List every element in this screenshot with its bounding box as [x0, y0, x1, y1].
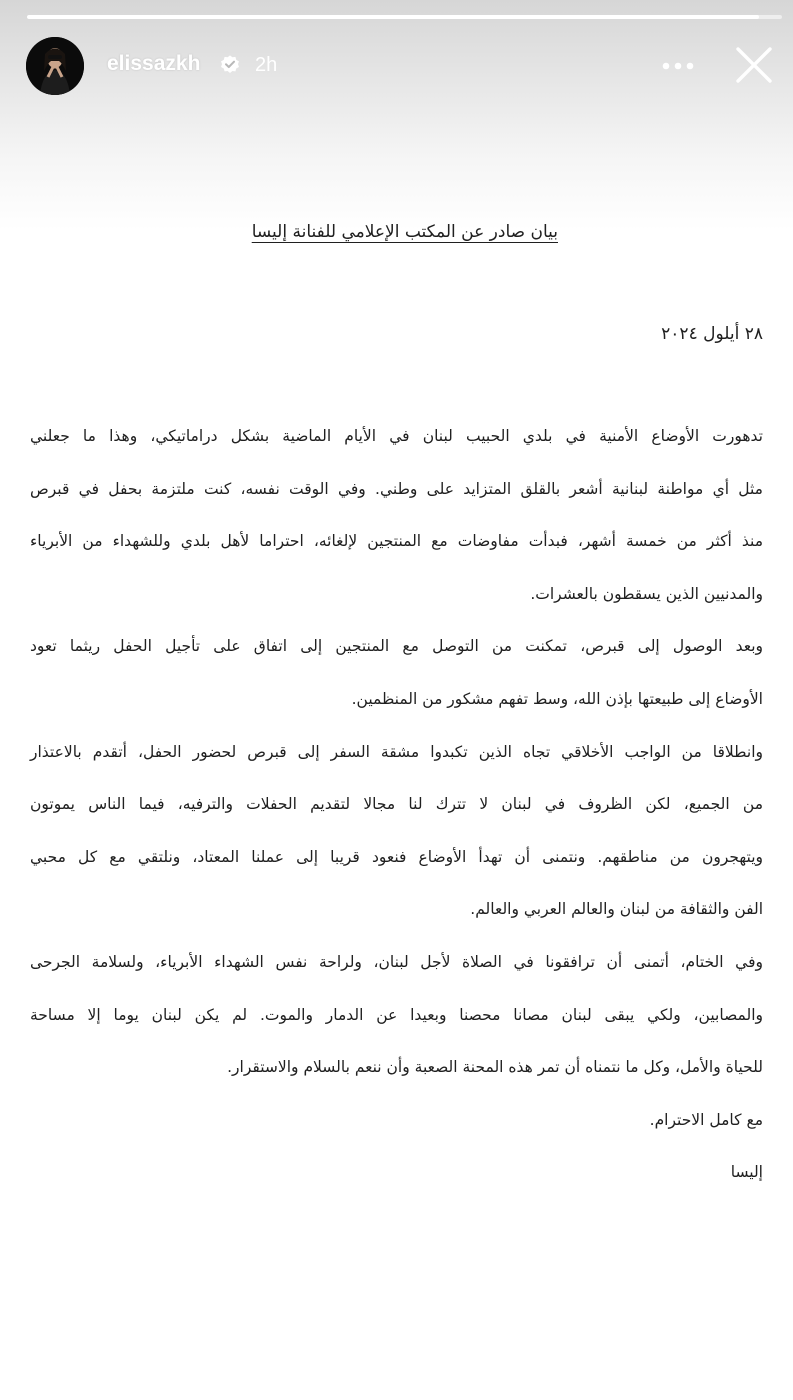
statement-title: بيان صادر عن المكتب الإعلامي للفنانة إليسا — [251, 222, 558, 242]
statement-line: للحياة والأمل، وكل ما نتمناه أن تمر هذه المحنة الصعبة وأن ننعم بالسلام والاستقرار. — [227, 1058, 763, 1077]
story-header — [0, 0, 793, 230]
story-username[interactable]: elissazkh — [107, 52, 201, 75]
statement-line: والمصابين، ولكي يبقى لبنان مصانا محصنا وبعيدا عن الدمار والموت. لم يكن لبنان يوما إلا مساحة — [30, 1005, 763, 1024]
profile-avatar[interactable] — [26, 37, 84, 95]
statement-line: وفي الختام، أتمنى أن ترافقونا في الصلاة لأجل لبنان، ولراحة نفس الشهداء الأبرياء، ولسلامة الجرحى — [30, 952, 763, 971]
statement-line: والمدنيين الذين يسقطون بالعشرات. — [530, 584, 763, 603]
statement-line: وانطلاقا من الواجب الأخلاقي تجاه الذين تكبدوا مشقة السفر إلى قبرص لحضور الحفل، أتقدم بالاعتذار — [30, 742, 763, 761]
story-time-ago: 2h — [255, 54, 278, 76]
statement-body — [30, 421, 763, 1210]
statement-line: وبعد الوصول إلى قبرص، تمكنت من التوصل مع المنتجين إلى اتفاق على تأجيل الحفل ريثما تعود — [30, 637, 763, 656]
avatar-image — [26, 37, 84, 95]
close-icon[interactable] — [733, 44, 775, 86]
story-progress-bar — [27, 15, 782, 19]
statement-line: مع كامل الاحترام. — [649, 1110, 763, 1129]
statement-line: إليسا — [730, 1163, 763, 1182]
statement-line: الفن والثقافة من لبنان والعالم العربي والعالم. — [470, 900, 763, 919]
story-progress-fill — [27, 15, 759, 19]
more-horizontal-icon[interactable] — [655, 52, 701, 80]
statement-line: ويتهجرون من مناطقهم. ونتمنى أن تهدأ الأوضاع فنعود قريبا إلى عملنا المعتاد، ونلتقي مع كل محبي — [30, 847, 763, 866]
statement-line: من الجميع، لكن الظروف في لبنان لا تترك لنا مجالا لتقديم الحفلات والترفيه، فيما الناس يموتون — [30, 795, 763, 814]
statement-date: ٢٨ أيلول ٢٠٢٤ — [661, 324, 763, 344]
statement-line: مثل أي مواطنة لبنانية أشعر بالقلق المتزايد على وطني. وفي الوقت نفسه، كنت ملتزمة بحفل في قبرص — [30, 479, 763, 498]
statement-line: منذ أكثر من خمسة أشهر، فبدأت مفاوضات مع المنتجين لإلغائه، احتراما لأهل بلدي وللشهداء من الأبرياء — [30, 532, 763, 551]
statement-line: تدهورت الأوضاع الأمنية في بلدي الحبيب لبنان في الأيام الماضية بشكل دراماتيكي، وهذا ما جعلني — [30, 427, 763, 445]
verified-badge-icon — [219, 54, 241, 76]
statement-line: الأوضاع إلى طبيعتها بإذن الله، وسط تفهم مشكور من المنظمين. — [351, 689, 763, 708]
